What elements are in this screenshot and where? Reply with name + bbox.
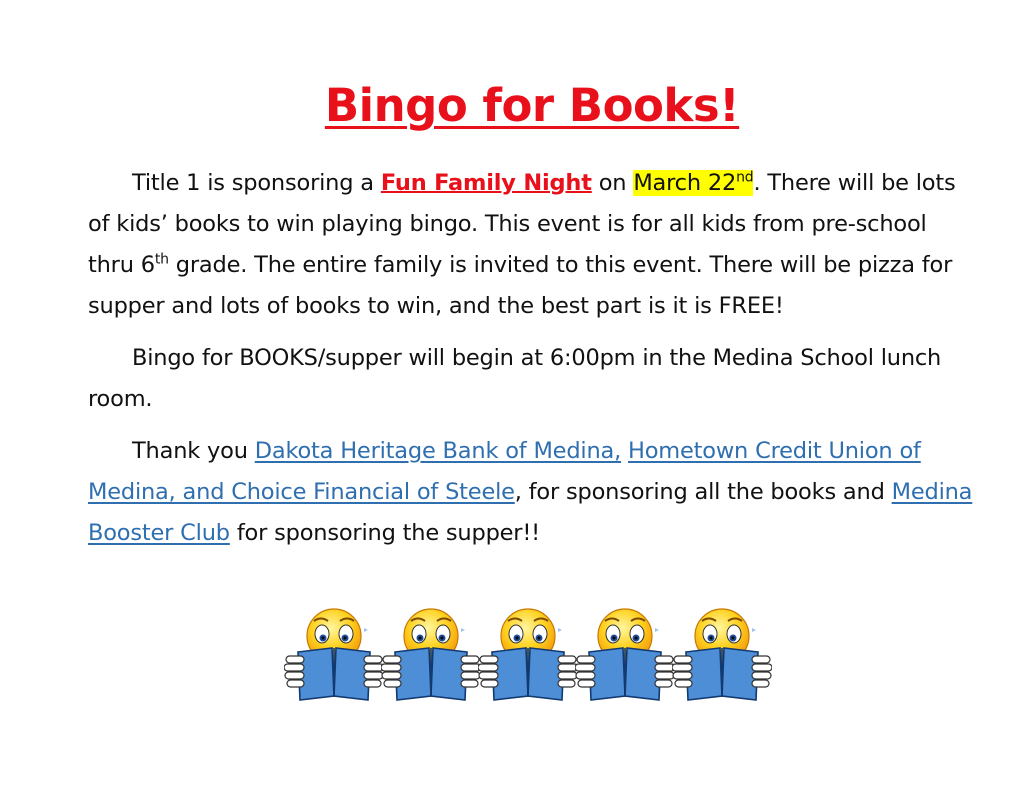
- event-date-highlight: [633, 170, 753, 196]
- reading-smiley-icon: [575, 606, 675, 706]
- reading-smiley-icon: [284, 606, 384, 706]
- grade-suffix: th: [154, 251, 169, 268]
- time-location-text: Bingo for BOOKS/supper will begin at 6:00pm in the Medina School lunch room.: [88, 345, 942, 412]
- paragraph-thanks: [88, 431, 978, 554]
- event-date-suffix: nd: [736, 169, 754, 186]
- reading-smiley-icon: [478, 606, 578, 706]
- event-date: March 22: [633, 170, 737, 196]
- sponsor-supper-text: for sponsoring the supper!!: [229, 520, 540, 546]
- event-name: Fun Family Night: [380, 170, 592, 196]
- event-intro-text: Title 1 is sponsoring a: [132, 170, 381, 196]
- event-on-text: on: [591, 170, 634, 196]
- thank-you-text: Thank you: [132, 438, 255, 464]
- flyer-body: [88, 163, 978, 554]
- event-description-rest: grade. The entire family is invited to this event. There will be pizza for supper and lots of books to win, and the best part is it is FREE!: [88, 252, 953, 319]
- event-description: . There will be lots of kids’ books to win playing bingo. This event is for all kids from pre-school thru 6: [88, 170, 956, 278]
- flyer-title: [0, 78, 1024, 134]
- flyer-title-text: Bingo for Books!: [324, 79, 740, 132]
- link-spacer: [621, 438, 628, 464]
- sponsor-link-dakota-heritage-bank[interactable]: Dakota Heritage Bank of Medina,: [254, 438, 622, 464]
- paragraph-time-location: [88, 338, 978, 420]
- reading-smileys-clipart: [284, 606, 784, 706]
- sponsor-link-booster-club[interactable]: Medina Booster Club: [88, 479, 973, 546]
- sponsor-link-hometown-choice[interactable]: Hometown Credit Union of Medina, and Choice Financial of Steele: [88, 438, 921, 505]
- paragraph-event-details: [88, 163, 978, 327]
- reading-smiley-icon: [381, 606, 481, 706]
- reading-smiley-icon: [672, 606, 772, 706]
- sponsor-books-text: , for sponsoring all the books and: [514, 479, 892, 505]
